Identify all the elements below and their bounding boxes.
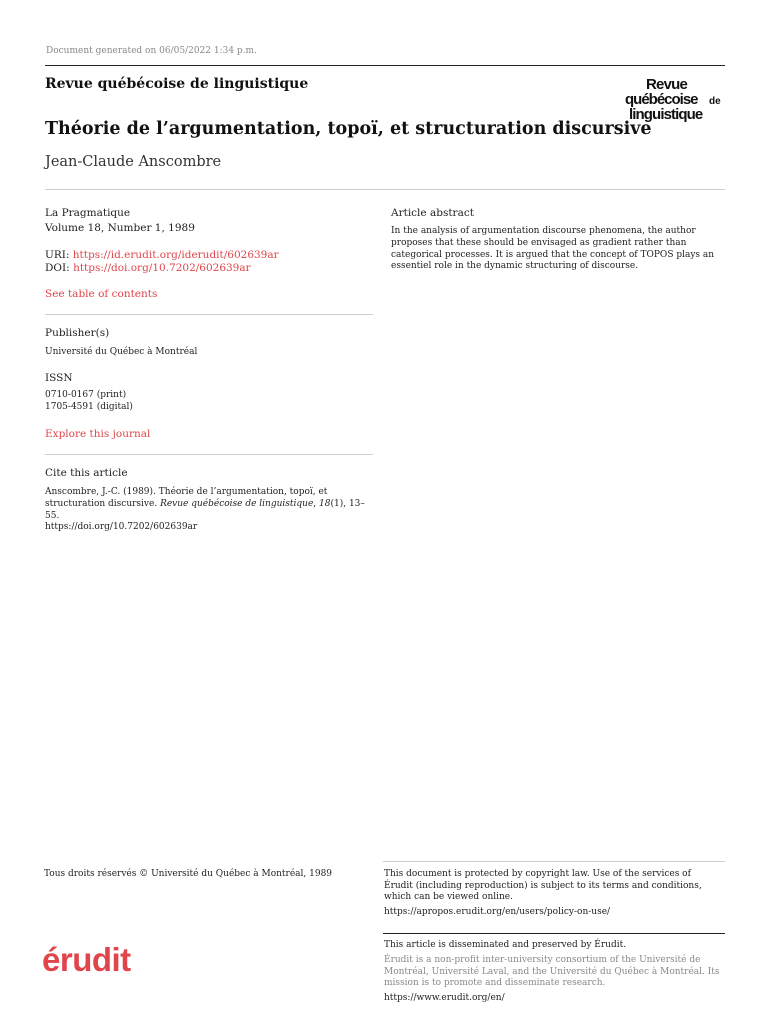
footer-divider [383,933,725,934]
publisher-heading: Publisher(s) [45,327,110,339]
citation-journal: Revue québécoise de linguistique [160,498,314,509]
left-divider-1 [45,314,373,315]
issn-print: 0710-0167 (print) [45,390,127,400]
uri-row [45,249,279,261]
copyright-notice: This document is protected by copyright law. Use of the services of Érudit (including reproduction) is subject to its terms and conditions, which can be viewed online. [384,869,702,903]
citation-comma: , [313,498,320,509]
citation-rest: (1), 13–55. [45,498,365,521]
journal-logo [622,76,728,122]
erudit-website-link[interactable]: https://www.erudit.org/en/ [384,993,505,1003]
erudit-logo-graphic [42,938,142,976]
uri-link[interactable]: https://id.erudit.org/iderudit/602639ar [72,249,279,261]
footer-divider-top [383,861,725,862]
issue-section: La Pragmatique [45,207,131,219]
citation-text [45,487,365,534]
doi-label: DOI: [45,262,70,274]
logo-line-2: québécoise [625,91,698,108]
uri-label: URI: [45,249,70,261]
citation-doi: https://doi.org/10.7202/602639ar [45,522,198,533]
logo-line-3: linguistique [629,106,703,122]
erudit-logo [42,938,142,976]
generated-date: Document generated on 06/05/2022 1:34 p.m. [46,46,257,56]
logo-line-1: Revue [646,76,688,93]
issn-heading: ISSN [45,372,73,384]
journal-logo-graphic [622,76,728,122]
issn-digital: 1705-4591 (digital) [45,402,133,412]
logo-line-2-de: de [709,96,721,107]
disseminated-statement: This article is disseminated and preserved by Érudit. [384,940,627,950]
table-of-contents-link[interactable]: See table of contents [45,288,158,300]
erudit-logo-text: érudit [42,941,131,976]
doi-link[interactable]: https://doi.org/10.7202/602639ar [73,262,251,274]
article-title: Théorie de l’argumentation, topoï, et structuration discursive [45,119,652,139]
consortium-statement: Érudit is a non-profit inter-university consortium of the Université de Montréal, Université Laval, and the Université du Québec à Montréal. Its mission is to promote and disseminate research. [384,955,720,989]
publisher-name: Université du Québec à Montréal [45,347,198,357]
cite-heading: Cite this article [45,467,128,479]
left-divider-2 [45,454,373,455]
citation-volume: 18 [319,498,331,509]
author-name: Jean-Claude Anscombre [45,154,222,170]
abstract-heading: Article abstract [391,207,474,219]
explore-journal-link[interactable]: Explore this journal [45,428,151,440]
abstract-text: In the analysis of argumentation discourse phenomena, the author proposes that these should be envisaged as gradient rather than categorical processes. It is argued that the concept of TOPOS plays an essentiel role in the dynamic structuring of discourse. [391,226,715,272]
doi-row [45,262,251,274]
issue-volume: Volume 18, Number 1, 1989 [45,222,195,234]
header-divider [45,65,725,66]
policy-link[interactable]: https://apropos.erudit.org/en/users/policy-on-use/ [384,907,611,917]
citation-prefix: Anscombre, J.-C. (1989). Théorie de l’argumentation, topoï, et structuration discursive. [45,487,328,509]
title-divider [45,189,725,190]
rights-statement: Tous droits réservés © Université du Québec à Montréal, 1989 [44,869,333,879]
journal-name: Revue québécoise de linguistique [45,76,309,92]
